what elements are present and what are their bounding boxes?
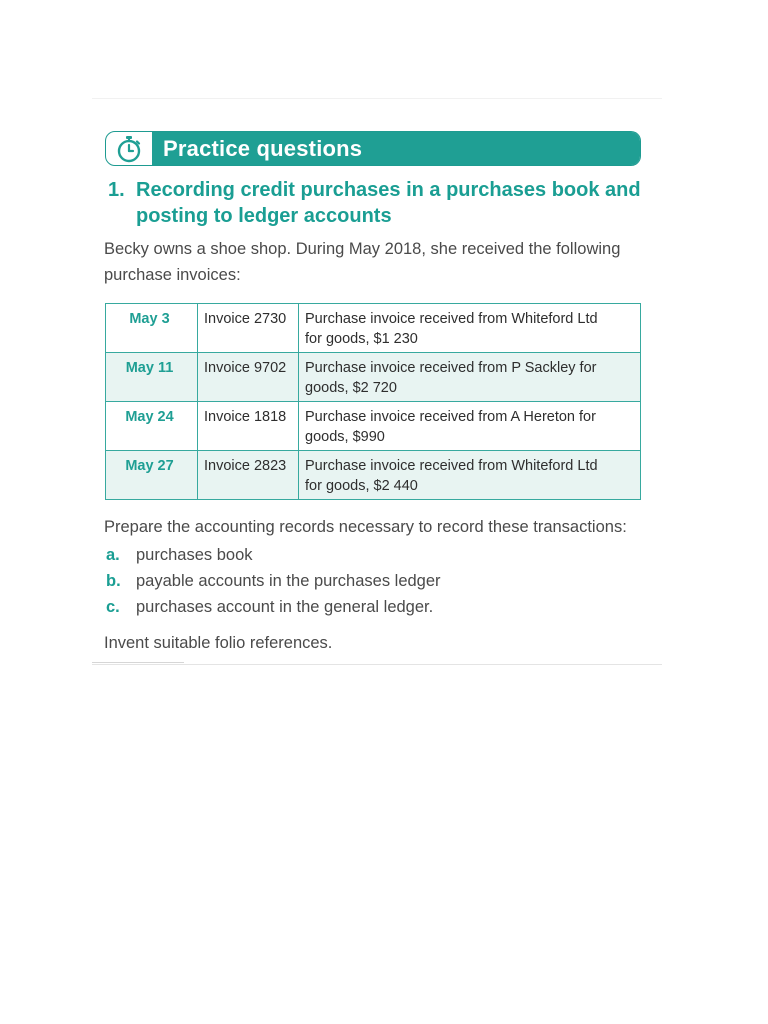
invoice-description-line-1: Purchase invoice received from Whiteford Ltd bbox=[305, 311, 598, 327]
table-row bbox=[106, 402, 641, 451]
practice-questions-banner bbox=[105, 131, 641, 166]
invoice-date: May 27 bbox=[106, 451, 198, 500]
question-title-line-1: Recording credit purchases in a purchases book and bbox=[136, 179, 641, 201]
invoice-description-line-2: goods, $2 720 bbox=[305, 380, 397, 396]
invoice-description bbox=[299, 304, 641, 353]
invoice-number: Invoice 1818 bbox=[198, 402, 299, 451]
prepare-instruction: Prepare the accounting records necessary to record these transactions: bbox=[104, 518, 627, 536]
list-letter: c. bbox=[106, 598, 120, 616]
invoice-description bbox=[299, 451, 641, 500]
list-text: payable accounts in the purchases ledger bbox=[136, 572, 441, 590]
bottom-divider-accent bbox=[92, 662, 184, 663]
task-list bbox=[106, 542, 646, 620]
invoice-description bbox=[299, 353, 641, 402]
invoice-description-line-2: for goods, $2 440 bbox=[305, 478, 418, 494]
invoice-description-line-2: for goods, $1 230 bbox=[305, 331, 418, 347]
invoice-description-line-1: Purchase invoice received from Whiteford Ltd bbox=[305, 458, 598, 474]
table-row bbox=[106, 353, 641, 402]
intro-paragraph bbox=[104, 236, 644, 288]
list-letter: b. bbox=[106, 572, 121, 590]
invoice-date: May 3 bbox=[106, 304, 198, 353]
intro-line-2: purchase invoices: bbox=[104, 266, 241, 284]
list-text: purchases account in the general ledger. bbox=[136, 598, 434, 616]
list-item bbox=[106, 568, 646, 594]
list-item bbox=[106, 594, 646, 620]
invoice-description-line-1: Purchase invoice received from P Sackley for bbox=[305, 360, 597, 376]
invoice-date: May 24 bbox=[106, 402, 198, 451]
question-title bbox=[136, 177, 646, 229]
question-title-line-2: posting to ledger accounts bbox=[136, 205, 392, 227]
table-row bbox=[106, 304, 641, 353]
intro-line-1: Becky owns a shoe shop. During May 2018, she received the following bbox=[104, 240, 621, 258]
invoice-number: Invoice 9702 bbox=[198, 353, 299, 402]
invoice-number: Invoice 2823 bbox=[198, 451, 299, 500]
invoice-date: May 11 bbox=[106, 353, 198, 402]
bottom-divider bbox=[92, 664, 662, 665]
top-divider bbox=[92, 98, 662, 99]
invoice-description bbox=[299, 402, 641, 451]
list-text: purchases book bbox=[136, 546, 253, 564]
invoices-table bbox=[105, 303, 641, 500]
list-item bbox=[106, 542, 646, 568]
invoice-description-line-1: Purchase invoice received from A Hereton for bbox=[305, 409, 596, 425]
question-number: 1. bbox=[108, 179, 125, 201]
list-letter: a. bbox=[106, 546, 120, 564]
stopwatch-icon bbox=[114, 134, 144, 164]
banner-title: Practice questions bbox=[163, 136, 363, 161]
table-row bbox=[106, 451, 641, 500]
invoice-description-line-2: goods, $990 bbox=[305, 429, 385, 445]
folio-note: Invent suitable folio references. bbox=[104, 634, 333, 652]
invoice-number: Invoice 2730 bbox=[198, 304, 299, 353]
